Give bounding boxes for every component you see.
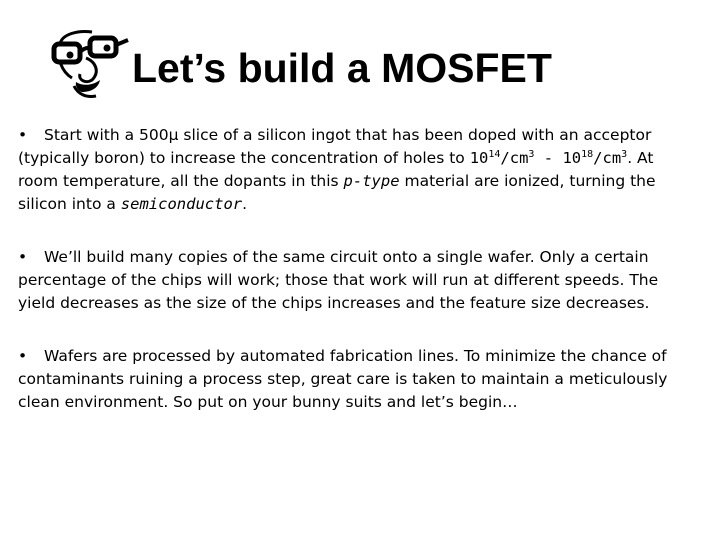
slide-body xyxy=(18,124,696,444)
bullet-paragraph-3 xyxy=(18,345,696,414)
bullet-marker: • xyxy=(18,126,28,144)
bullet-marker: • xyxy=(18,248,28,266)
c2-base: 10 xyxy=(562,149,582,167)
semiconductor-term: semiconductor xyxy=(120,195,243,213)
p1-text-3: . At room temperature, all the dopants in this xyxy=(18,149,654,190)
bullet-paragraph-1 xyxy=(18,124,696,216)
concentration-low xyxy=(470,149,628,167)
c2-unit-exponent: 3 xyxy=(621,149,628,160)
p1-text-1: Start with a 500 xyxy=(44,126,169,144)
p1-text-5: . xyxy=(242,195,248,213)
bullet-marker: • xyxy=(18,347,28,365)
range-separator: - xyxy=(534,149,563,167)
p2-text: We’ll build many copies of the same circuit onto a single wafer. Only a certain percentage of the chips will work; those that work will run at different speeds. The yield decreases as the size of the chips increases and the feature size decreases. xyxy=(18,248,659,312)
c2-exponent: 18 xyxy=(581,149,594,160)
c1-base: 10 xyxy=(469,149,489,167)
c1-unit-exponent: 3 xyxy=(528,149,535,160)
mu-symbol: μ xyxy=(168,126,179,144)
c2-unit: /cm xyxy=(593,149,622,167)
glasses-nose-mustache-icon xyxy=(48,28,132,100)
p1-text-4: material are ionized, turning the silicon into a xyxy=(18,172,656,213)
slide-title: Let’s build a MOSFET xyxy=(132,45,552,91)
p1-text-2: slice of a silicon ingot that has been doped with an acceptor (typically boron) to increase the concentration of holes to xyxy=(18,126,652,167)
p-type-term: p-type xyxy=(343,172,400,190)
bullet-paragraph-2 xyxy=(18,246,696,315)
c1-exponent: 14 xyxy=(488,149,501,160)
c1-unit: /cm xyxy=(500,149,529,167)
p3-text: Wafers are processed by automated fabrication lines. To minimize the chance of contaminants ruining a process step, great care is taken to maintain a meticulously clean environment. So put on your bunny suits and let’s begin… xyxy=(18,347,668,411)
